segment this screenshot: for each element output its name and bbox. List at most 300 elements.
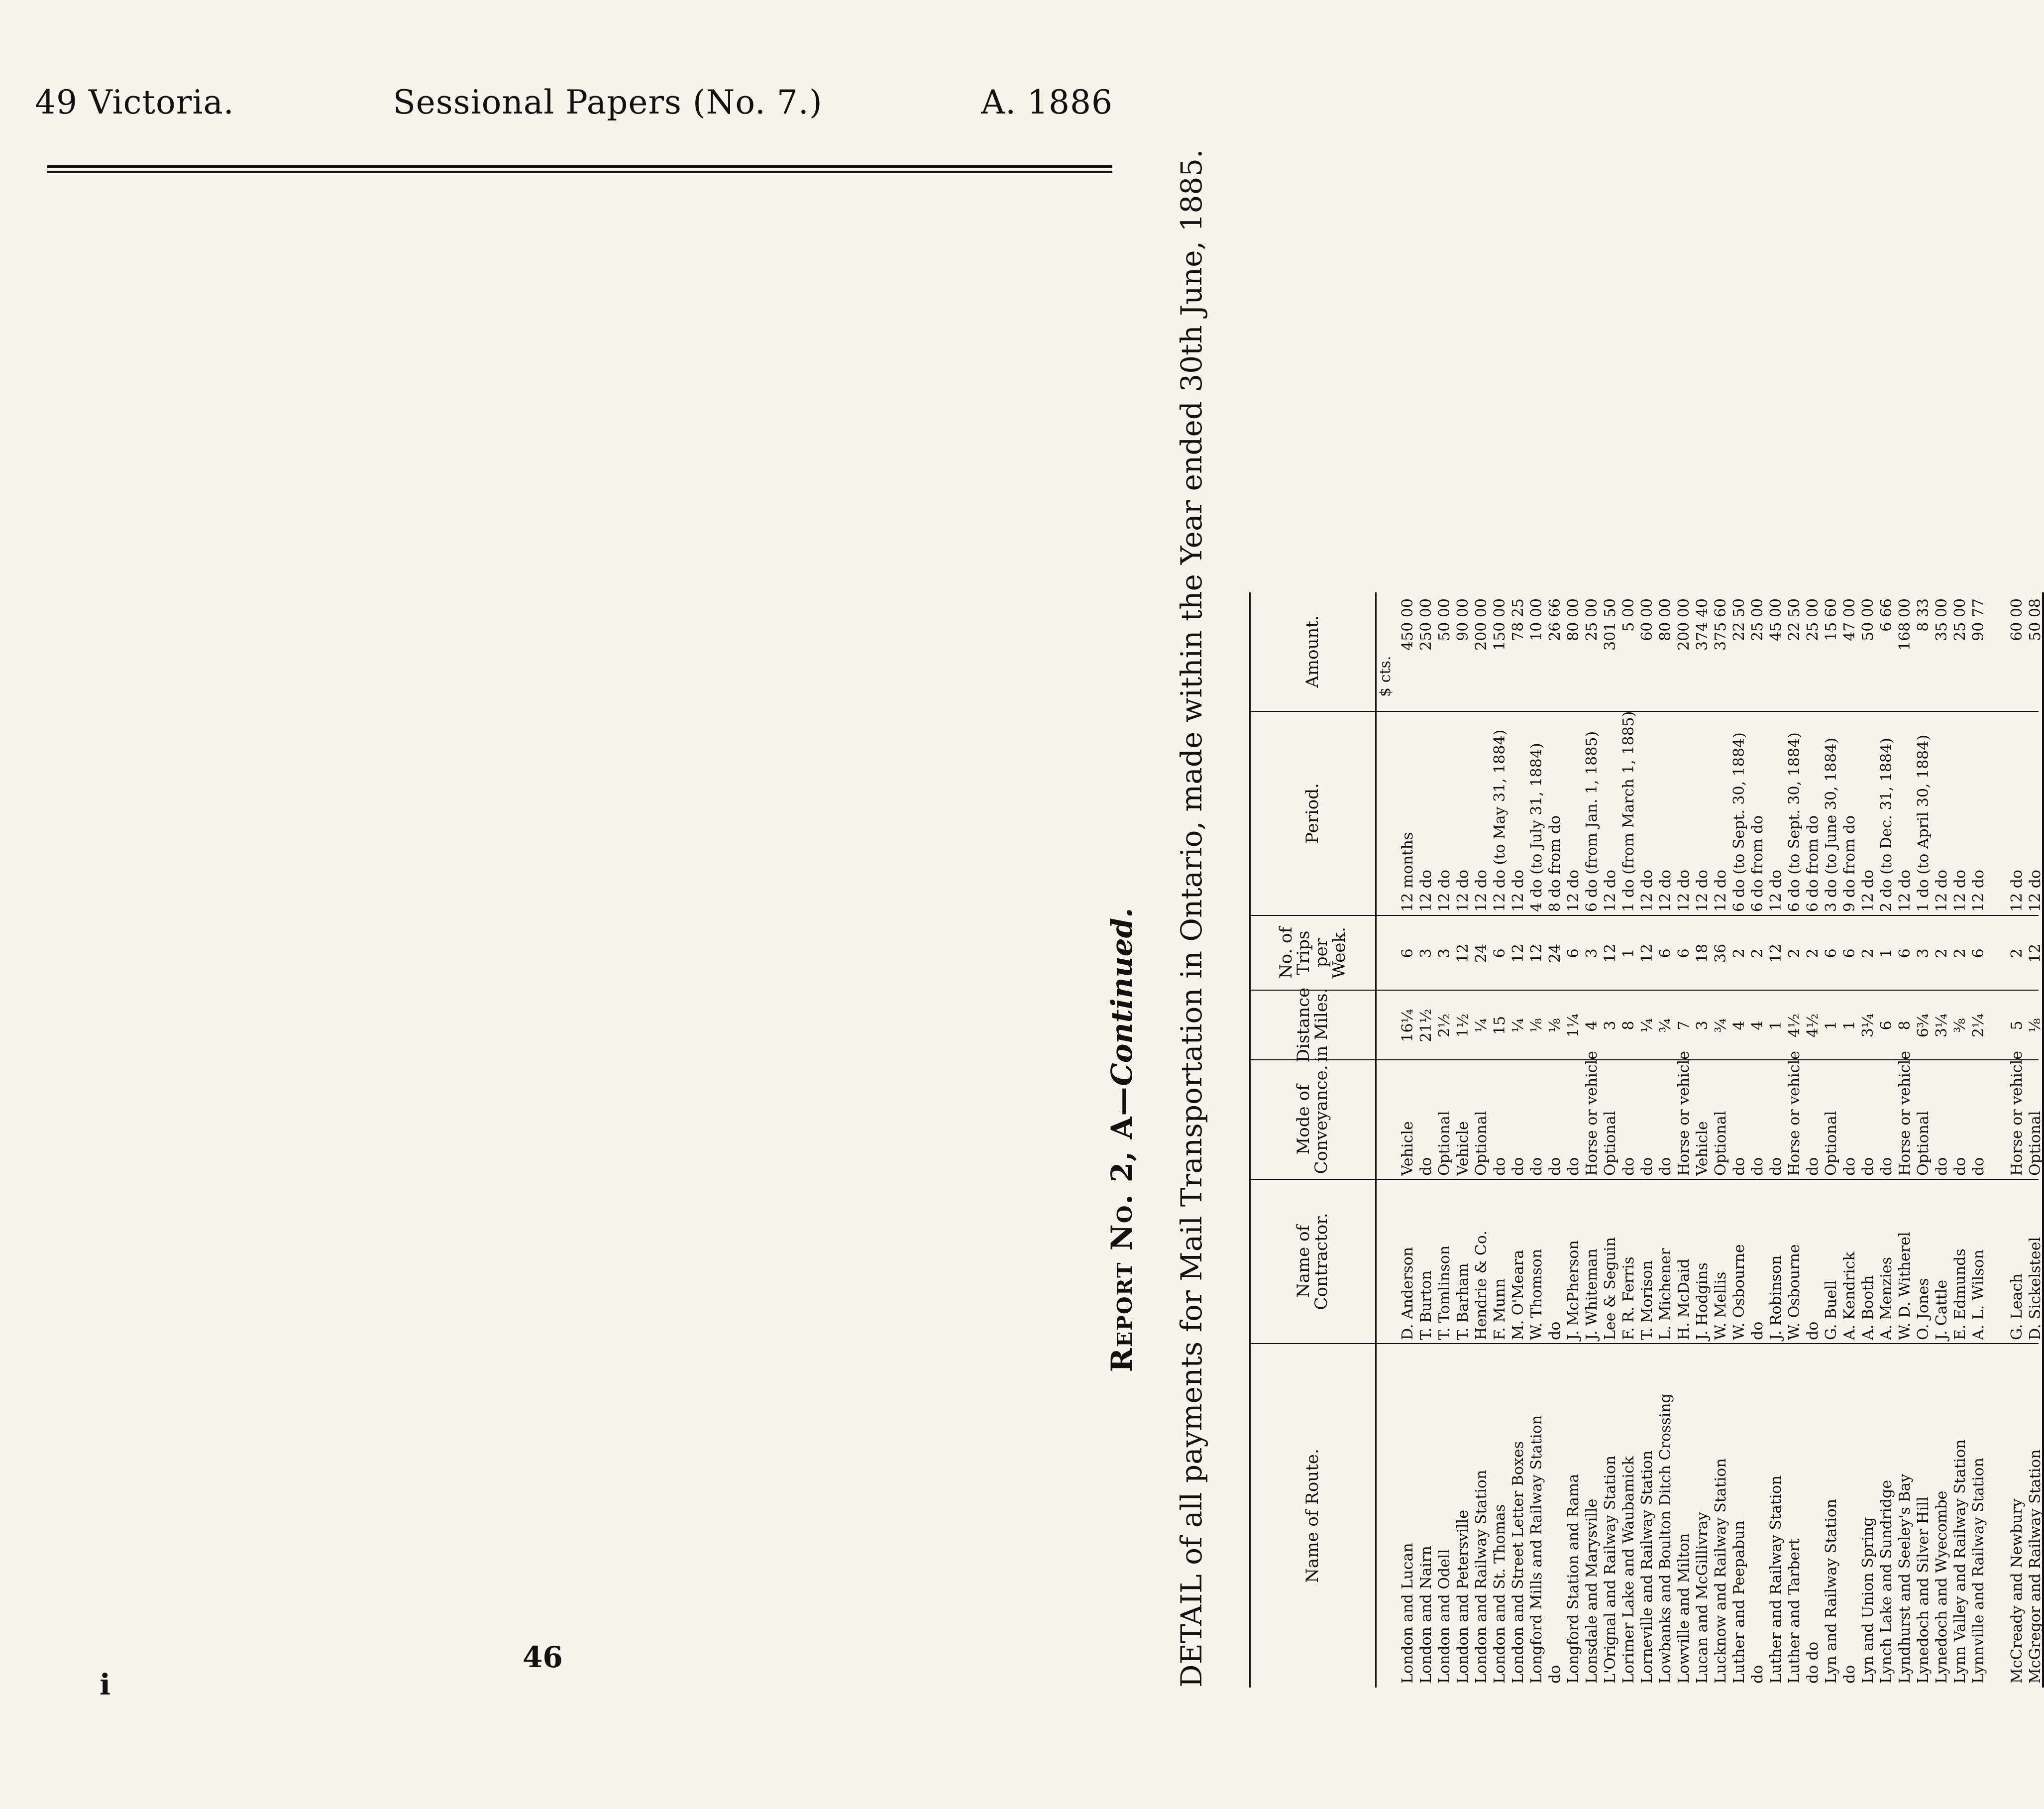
distance-cell [1896, 991, 1914, 1060]
mode-cell [1951, 1060, 1969, 1180]
route-cell [1546, 1344, 1564, 1688]
months-unit: do [1694, 870, 1711, 889]
amount-cell [1675, 592, 1693, 712]
header-series: Sessional Papers (No. 7.) [393, 83, 823, 121]
trips-cell [1546, 916, 1564, 991]
trips-cell-text: 12 [2027, 943, 2044, 963]
period-cell [1638, 712, 1656, 916]
amount-cell-text: 25 00 [1804, 598, 1822, 641]
contractor-cell [1454, 1180, 1472, 1344]
contractor-cell-text: W. Thomson [1528, 1248, 1545, 1340]
mode-cell [1546, 1060, 1564, 1180]
months-unit: do [1749, 874, 1766, 898]
distance-cell [1859, 991, 1877, 1060]
amount-cell-text: 22 50 [1730, 598, 1748, 641]
contractor-cell [1565, 1180, 1582, 1344]
table-row [1786, 592, 1803, 1688]
period-note: (from Jan. 1, 1885) [1583, 731, 1601, 875]
months-value: 6 [1786, 898, 1803, 912]
trips-cell-text: 2 [1933, 948, 1950, 958]
page-number: 46 [523, 1640, 563, 1674]
route-cell [1583, 1344, 1601, 1688]
mode-cell [1454, 1060, 1472, 1180]
period-cell [1694, 712, 1711, 916]
amount-cell [2027, 592, 2044, 712]
trips-cell-text: 2 [1786, 948, 1803, 958]
contractor-cell [1436, 1180, 1453, 1344]
route-cell [1730, 1344, 1748, 1688]
distance-cell [1878, 991, 1895, 1060]
table-row [1417, 592, 1435, 1688]
route-cell [1638, 1344, 1656, 1688]
amount-cell-text: 25 00 [1749, 598, 1766, 641]
mode-cell-text: Vehicle [1454, 1121, 1472, 1176]
months-unit: do [1767, 870, 1785, 889]
months-unit: do [1933, 870, 1950, 889]
months-value: 6 [1730, 898, 1748, 912]
contractor-cell [2008, 1180, 2026, 1344]
mode-cell-text: do [1546, 1157, 1564, 1176]
months-value: 12 [1491, 888, 1508, 912]
route-cell-text: do [1841, 1665, 1858, 1684]
amount-cell-text: 374 40 [1694, 598, 1711, 651]
period-cell [1933, 712, 1950, 916]
contractor-cell-text: J. Cattle [1933, 1279, 1950, 1340]
contractor-cell-text: do [1749, 1321, 1766, 1340]
amount-cell-text: 375 60 [1712, 598, 1729, 651]
mode-cell-text: Optional [1436, 1111, 1453, 1176]
period-note: (to April 30, 1884) [1915, 734, 1932, 875]
route-cell-text: Lyndhurst and Seeley's Bay [1896, 1473, 1914, 1684]
distance-cell-text: 4½ [1804, 1013, 1822, 1038]
route-cell-text: London and Railway Station [1473, 1470, 1490, 1684]
mode-cell [1896, 1051, 1914, 1180]
col-amount-header: Amount. [1251, 592, 1375, 712]
table-row [1565, 592, 1582, 1688]
trips-cell-text: 2 [1951, 948, 1969, 958]
mode-cell-text: Horse or vehicle [1675, 1051, 1693, 1176]
mode-cell [1767, 1060, 1785, 1180]
mode-cell [1657, 1060, 1674, 1180]
contractor-cell-text: T. Morison [1638, 1260, 1656, 1340]
distance-cell [1730, 991, 1748, 1060]
mode-cell [1509, 1060, 1527, 1180]
contractor-cell [1712, 1180, 1729, 1344]
trips-cell [1730, 916, 1748, 991]
table-row [1859, 592, 1877, 1688]
amount-cell [1565, 592, 1582, 712]
amount-cell [1583, 592, 1601, 712]
contractor-cell [1933, 1180, 1950, 1344]
amount-cell [1657, 592, 1674, 712]
distance-cell [1620, 991, 1637, 1060]
months-unit: do [1896, 870, 1914, 889]
months-unit: do [1878, 874, 1895, 898]
months-value: 12 [1602, 888, 1619, 912]
trips-cell [1509, 916, 1527, 991]
months-unit: do [1473, 870, 1490, 889]
period-note: (to Sept. 30, 1884) [1730, 732, 1748, 875]
mode-cell [1528, 1060, 1545, 1180]
period-cell [1841, 712, 1858, 916]
route-cell-text: Lynch Lake and Sundridge [1878, 1479, 1895, 1684]
col-route-header: Name of Route. [1302, 1449, 1323, 1583]
distance-cell-text: 2¼ [1970, 1013, 1987, 1038]
months-value: 4 [1528, 898, 1545, 912]
contractor-cell [1528, 1180, 1545, 1344]
months-value: 12 [1473, 888, 1490, 912]
distance-cell [1473, 991, 1490, 1060]
amount-cell [1951, 592, 1969, 712]
table-row [1473, 592, 1490, 1688]
trips-cell [1786, 916, 1803, 991]
period-cell [2008, 712, 2026, 916]
distance-cell-text: 4 [1749, 1020, 1766, 1030]
mode-cell-text: Vehicle [1399, 1121, 1416, 1176]
distance-cell-text: 5 [2008, 1020, 2026, 1030]
route-cell [1915, 1344, 1932, 1688]
col-period-header: Period. [1251, 712, 1375, 916]
amount-cell [2008, 592, 2026, 712]
contractor-cell-text: G. Buell [1823, 1280, 1840, 1340]
mode-cell-text: do [1749, 1157, 1766, 1176]
route-cell [1896, 1344, 1914, 1688]
trips-cell [1970, 916, 1987, 991]
mode-cell [2008, 1051, 2026, 1180]
mode-cell-text: do [1878, 1157, 1895, 1176]
distance-cell-text: 4 [1583, 1020, 1601, 1030]
period-cell [1454, 712, 1472, 916]
route-cell [1491, 1344, 1508, 1688]
table-row [1878, 592, 1895, 1688]
header-session: 49 Victoria. [35, 83, 234, 121]
col-mode-header: Mode of Conveyance. [1251, 1060, 1375, 1180]
contractor-cell [2027, 1180, 2044, 1344]
mode-cell-text: Horse or vehicle [1896, 1051, 1914, 1176]
table-row [1933, 592, 1950, 1688]
period-cell [2027, 712, 2044, 916]
mode-cell-text: Horse or vehicle [1583, 1051, 1601, 1176]
route-cell-text: Lynedoch and Silver Hill [1915, 1496, 1932, 1684]
contractor-cell [1841, 1180, 1858, 1344]
months-value: 1 [1620, 898, 1637, 912]
table-row [1491, 592, 1508, 1688]
contractor-cell-text: E. Edmunds [1951, 1248, 1969, 1340]
mode-cell-text: do [1657, 1157, 1674, 1176]
route-cell-text: McGregor and Railway Station [2027, 1449, 2044, 1684]
amount-cell-text: 5 00 [1620, 598, 1637, 632]
amount-cell [1509, 592, 1527, 712]
distance-cell [1841, 991, 1858, 1060]
amount-cell [1694, 592, 1711, 712]
table-row [1694, 592, 1711, 1688]
distance-cell-text: 4 [1730, 1020, 1748, 1030]
table-row [1970, 592, 1987, 1688]
contractor-cell-text: A. Kendrick [1841, 1251, 1858, 1340]
months-value: 12 [1638, 888, 1656, 912]
months-unit: do [1509, 870, 1527, 889]
trips-cell-text: 36 [1712, 943, 1729, 963]
mode-cell [1786, 1051, 1803, 1180]
trips-cell [1602, 916, 1619, 991]
distance-cell [1915, 991, 1932, 1060]
mode-cell [1473, 1060, 1490, 1180]
distance-cell-text: 3¼ [1933, 1013, 1950, 1038]
trips-cell [1749, 916, 1766, 991]
route-cell-text: L'Orignal and Railway Station [1602, 1455, 1619, 1684]
mode-cell [1749, 1060, 1766, 1180]
period-note: (to Dec. 31, 1884) [1878, 738, 1895, 875]
trips-cell-text: 6 [1657, 948, 1674, 958]
route-cell [1675, 1344, 1693, 1688]
months-value: 12 [1399, 888, 1416, 912]
months-value: 6 [1583, 898, 1601, 912]
distance-cell-text: 1 [1823, 1020, 1840, 1030]
amount-cell-text: 15 60 [1823, 598, 1840, 641]
table-row [1509, 592, 1527, 1688]
running-header [35, 75, 1113, 129]
contractor-cell [1823, 1180, 1840, 1344]
months-value: 12 [2008, 888, 2026, 912]
contractor-cell [1620, 1180, 1637, 1344]
contractor-cell [1546, 1180, 1564, 1344]
distance-cell-text: 1 [1767, 1020, 1785, 1030]
amount-cell [1602, 592, 1619, 712]
contractor-cell [1694, 1180, 1711, 1344]
distance-cell-text: 1 [1841, 1020, 1858, 1030]
mode-cell-text: do [1509, 1157, 1527, 1176]
trips-cell [1638, 916, 1656, 991]
amount-cell-text: 35 00 [1933, 598, 1950, 641]
trips-cell [2027, 916, 2044, 991]
distance-cell [1749, 991, 1766, 1060]
mode-cell [1730, 1060, 1748, 1180]
amount-cell [1491, 592, 1508, 712]
mode-cell [1565, 1060, 1582, 1180]
trips-cell [1915, 916, 1932, 991]
trips-cell [1951, 916, 1969, 991]
mode-cell-text: do [1638, 1157, 1656, 1176]
amount-cell-text: 60 00 [2008, 598, 2026, 641]
distance-cell [2027, 991, 2044, 1060]
mode-cell [1841, 1060, 1858, 1180]
trips-cell-text: 3 [1915, 948, 1932, 958]
route-cell [1473, 1344, 1490, 1688]
trips-cell [2008, 916, 2026, 991]
contractor-cell [1859, 1180, 1877, 1344]
contractor-cell-text: L. Michener [1657, 1248, 1674, 1340]
route-cell [1841, 1344, 1858, 1688]
route-cell-text: Lorimer Lake and Waubamick [1620, 1456, 1637, 1684]
contractor-cell-text: A. L. Wilson [1970, 1249, 1987, 1340]
distance-cell-text: 21½ [1417, 1009, 1435, 1042]
mode-cell [1491, 1060, 1508, 1180]
trips-cell [1859, 916, 1877, 991]
distance-cell [1565, 991, 1582, 1060]
period-cell [1712, 712, 1729, 916]
period-cell [1583, 712, 1601, 916]
period-note: (to June 30, 1884) [1823, 737, 1840, 875]
distance-cell-text: 7 [1675, 1020, 1693, 1030]
mode-cell-text: do [1528, 1157, 1545, 1176]
contractor-cell-text: Lee & Seguin [1602, 1237, 1619, 1340]
contractor-cell [1491, 1180, 1508, 1344]
route-cell [1436, 1344, 1453, 1688]
months-value: 12 [2027, 888, 2044, 912]
months-value: 12 [1454, 888, 1472, 912]
contractor-cell-text: W. Osbourne [1730, 1244, 1748, 1340]
amount-cell-text: 50 08 [2027, 598, 2044, 641]
trips-cell-text: 18 [1694, 943, 1711, 963]
trips-cell-text: 3 [1436, 948, 1453, 958]
contractor-cell-text: Hendrie & Co. [1473, 1231, 1490, 1340]
route-cell-text: London and Street Letter Boxes [1509, 1441, 1527, 1684]
distance-cell [1933, 991, 1950, 1060]
amount-cell-text: 150 00 [1491, 598, 1508, 651]
amount-cell-text: 45 00 [1767, 598, 1785, 641]
mode-cell [1859, 1060, 1877, 1180]
contractor-cell-text: D. Anderson [1399, 1246, 1416, 1340]
trips-cell-text: 12 [1454, 943, 1472, 963]
table-row [1804, 592, 1822, 1688]
months-unit: do [2008, 870, 2026, 889]
period-cell [1565, 712, 1582, 916]
mode-cell [1620, 1060, 1637, 1180]
route-cell [1933, 1344, 1950, 1688]
period-cell [1951, 712, 1969, 916]
distance-cell [1509, 991, 1527, 1060]
currency-header: $ cts. [1377, 656, 1394, 697]
trips-cell [1712, 916, 1729, 991]
mode-cell [1638, 1060, 1656, 1180]
months-value: 12 [1436, 888, 1453, 912]
amount-cell-text: 26 66 [1546, 598, 1564, 641]
contractor-cell [1730, 1180, 1748, 1344]
route-cell [1878, 1344, 1895, 1688]
table-row [1951, 592, 1969, 1688]
months-value: 2 [1878, 898, 1895, 912]
contractor-cell-text: J. Whiteman [1583, 1248, 1601, 1340]
distance-cell-text: 15 [1491, 1016, 1508, 1035]
months-value: 12 [1565, 888, 1582, 912]
contractor-cell [1473, 1180, 1490, 1344]
months-unit: do [1712, 870, 1729, 889]
period-cell [1859, 712, 1877, 916]
route-cell [1602, 1344, 1619, 1688]
months-value: 12 [1970, 888, 1987, 912]
report-title-suffix: Continued. [1105, 907, 1139, 1086]
amount-cell [1786, 592, 1803, 712]
amount-cell [1933, 592, 1950, 712]
col-contractor-header: Name of Contractor. [1251, 1180, 1375, 1344]
distance-cell [1638, 991, 1656, 1060]
table-body [1377, 592, 2044, 1688]
table-row [1638, 592, 1656, 1688]
contractor-cell-text: J. McPherson [1565, 1240, 1582, 1340]
distance-cell [1454, 991, 1472, 1060]
mode-cell-text: Optional [1823, 1111, 1840, 1176]
route-cell-text: Longford Mills and Railway Station [1528, 1415, 1545, 1684]
trips-cell-text: 2 [1804, 948, 1822, 958]
mode-cell-text: do [1730, 1157, 1748, 1176]
amount-cell-text: 50 00 [1859, 598, 1877, 641]
months-value: 9 [1841, 898, 1858, 912]
trips-cell-text: 6 [1491, 948, 1508, 958]
mode-cell-text: do [1417, 1157, 1435, 1176]
months-unit: do [1565, 870, 1582, 889]
contractor-cell [1786, 1180, 1803, 1344]
amount-cell [1454, 592, 1472, 712]
table-header [1251, 592, 1377, 1688]
contractor-cell [1638, 1180, 1656, 1344]
route-cell-text: Lynn Valley and Railway Station [1951, 1439, 1969, 1684]
amount-cell [1859, 592, 1877, 712]
trips-cell-text: 1 [1620, 948, 1637, 958]
table-row [1675, 592, 1693, 1688]
table-row [1454, 592, 1472, 1688]
mode-cell-text: do [1933, 1157, 1950, 1176]
route-cell [1749, 1344, 1766, 1688]
amount-cell-text: 22 50 [1786, 598, 1803, 641]
mode-cell [1399, 1060, 1416, 1180]
period-cell [1509, 712, 1527, 916]
trips-cell [1694, 916, 1711, 991]
mode-cell-text: Vehicle [1694, 1121, 1711, 1176]
route-cell [1786, 1344, 1803, 1688]
period-note: from do [1749, 815, 1766, 875]
distance-cell-text: 3 [1694, 1020, 1711, 1030]
table-row [1712, 592, 1729, 1688]
route-cell [2008, 1344, 2026, 1688]
trips-cell [1454, 916, 1472, 991]
amount-cell-text: 90 77 [1970, 598, 1987, 641]
table-row [1583, 592, 1601, 1688]
title-block [1100, 149, 1239, 1688]
amount-cell-text: 301 50 [1602, 598, 1619, 651]
months-value: 12 [1675, 888, 1693, 912]
table-row [1749, 592, 1766, 1688]
distance-cell-text: ⅛ [2027, 1018, 2044, 1033]
distance-cell-text: 8 [1896, 1020, 1914, 1030]
contractor-cell [1767, 1180, 1785, 1344]
contractor-cell-text: T. Tomlinson [1436, 1245, 1453, 1340]
route-cell [1712, 1344, 1729, 1688]
trips-cell [1620, 916, 1637, 991]
amount-cell [1749, 592, 1766, 712]
months-unit: do [1583, 874, 1601, 898]
months-value: 12 [1712, 888, 1729, 912]
mode-cell [1583, 1051, 1601, 1180]
route-cell-text: do do [1804, 1641, 1822, 1684]
trips-cell-text: 2 [2008, 948, 2026, 958]
trips-cell-text: 12 [1509, 943, 1527, 963]
trips-cell [1565, 916, 1582, 991]
contractor-cell [1896, 1180, 1914, 1344]
months-unit: do [1638, 870, 1656, 889]
route-cell-text: Luther and Peepabun [1730, 1520, 1748, 1684]
mode-cell-text: do [1951, 1157, 1969, 1176]
trips-cell [1841, 916, 1858, 991]
amount-cell [1823, 592, 1840, 712]
distance-cell [1970, 991, 1987, 1060]
trips-cell-text: 12 [1767, 943, 1785, 963]
period-cell [1767, 712, 1785, 916]
table-row [2008, 592, 2026, 1688]
contractor-cell-text: W. Mellis [1712, 1271, 1729, 1340]
route-cell-text: Lowbanks and Boulton Ditch Crossing [1657, 1393, 1674, 1684]
period-cell [1417, 712, 1435, 916]
trips-cell-text: 24 [1473, 943, 1490, 963]
